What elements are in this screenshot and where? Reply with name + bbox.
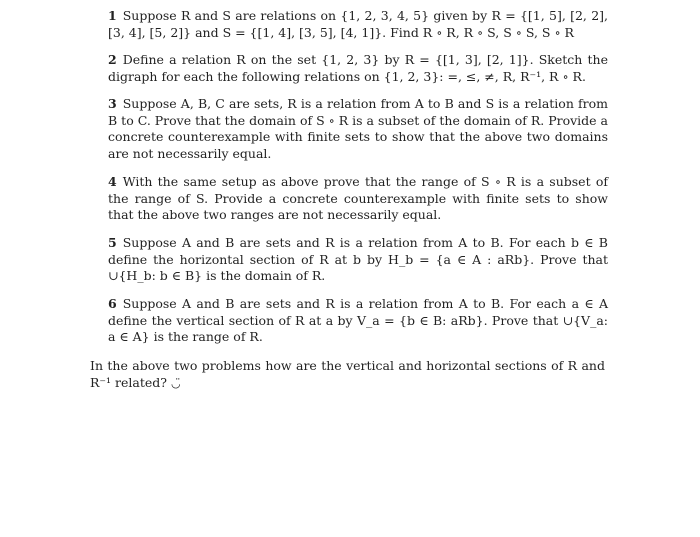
closing-text: In the above two problems how are the vertical and horizontal sections of R and R⁻¹ related? [90, 358, 605, 390]
smiley-icon: ◡̈ [170, 376, 181, 390]
problem-text: Suppose R and S are relations on {1, 2, 3, 4, 5} given by R = {[1, 5], [2, 2], [3, 4], [5, 2]} and S = {[1, 4], [3, 5], [4, 1]}. Find R ∘ R, R ∘ S, S ∘ S, S ∘ R [108, 8, 608, 40]
problem-text: With the same setup as above prove that the range of S ∘ R is a subset of the range of S. Provide a concrete counterexample with finite sets to show that the above two ranges are not necessarily equal. [108, 174, 608, 222]
problem-number: 2 [108, 52, 117, 67]
problem-1 [108, 8, 608, 41]
problem-2 [108, 52, 608, 85]
problem-text: Define a relation R on the set {1, 2, 3} by R = {[1, 3], [2, 1]}. Sketch the digraph for each the following relations on {1, 2, 3}: =, ≤, ≠, R, R⁻¹, R ∘ R. [108, 52, 608, 84]
problem-text: Suppose A, B, C are sets, R is a relation from A to B and S is a relation from B to C. Prove that the domain of S ∘ R is a subset of the domain of R. Provide a concrete counterexample with finite sets to show that the above two domains are not necessarily equal. [108, 96, 608, 161]
problem-number: 1 [108, 8, 117, 23]
problem-number: 4 [108, 174, 117, 189]
problem-number: 5 [108, 235, 117, 250]
problem-4 [108, 174, 608, 224]
closing-question [90, 358, 605, 392]
problem-number: 6 [108, 296, 117, 311]
problem-text: Suppose A and B are sets and R is a relation from A to B. For each b ∈ B define the horizontal section of R at b by H_b = {a ∈ A : aRb}. Prove that ∪{H_b: b ∈ B} is the domain of R. [108, 235, 608, 283]
problem-5 [108, 235, 608, 285]
problem-number: 3 [108, 96, 117, 111]
problem-text: Suppose A and B are sets and R is a relation from A to B. For each a ∈ A define the vertical section of R at a by V_a = {b ∈ B: aRb}. Prove that ∪{V_a: a ∈ A} is the range of R. [108, 296, 608, 344]
problem-3 [108, 96, 608, 162]
problem-6 [108, 296, 608, 346]
